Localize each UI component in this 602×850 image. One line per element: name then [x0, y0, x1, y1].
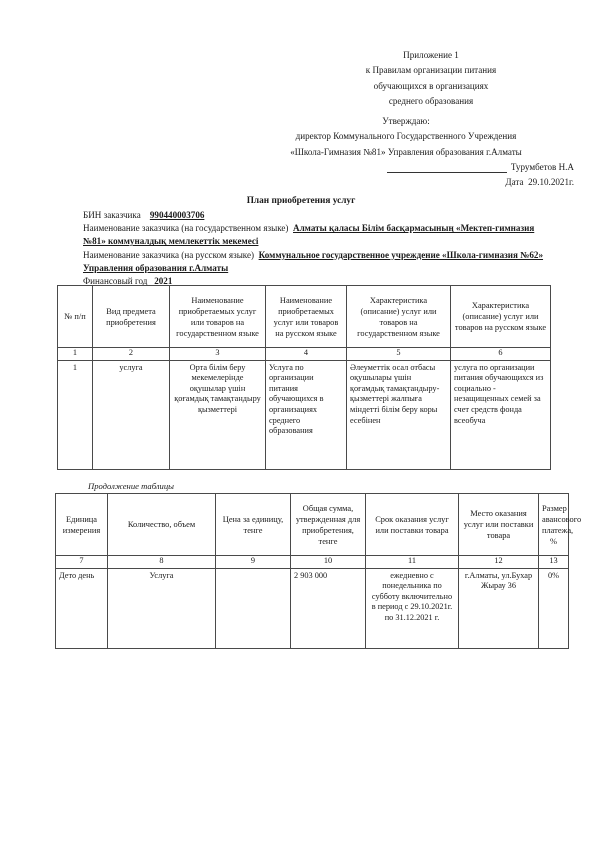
appendix-line-4: среднего образования [388, 96, 474, 107]
table1-col-number-2: 2 [93, 348, 170, 361]
appendix-line-3: обучающихся в организациях [373, 80, 489, 91]
table1-cell-name-ru: Услуга по организации питания обучающихся в организациях среднего образования [266, 360, 347, 469]
fiscal-year-label: Финансовый год [83, 276, 148, 287]
approval-signer-name: Турумбетов Н.А [510, 161, 574, 172]
table2-col-header-10: Общая сумма, утвержденная для приобретения, тенге [291, 494, 366, 556]
approval-date-label: Дата [505, 177, 524, 188]
table-row [58, 360, 551, 469]
name-kz-row [83, 222, 563, 235]
page-title: План приобретения услуг [246, 196, 356, 206]
table2-col-number-10: 10 [291, 556, 366, 569]
name-ru-value-line-2: Управления образования г.Алматы [83, 262, 229, 273]
table-row [56, 568, 569, 648]
table1-cell-row-number: 1 [58, 360, 93, 469]
table1-cell-characteristic-kz: Әлеуметтік осал отбасы оқушылары үшін қоғамдық тамақтандыру- қызметтері жалпыға міндетті білім беру коры есебінен [347, 360, 451, 469]
table1-col-header-1: № п/п [58, 286, 93, 348]
name-ru-value-line-1: Коммунальное государственное учреждение «Школа-гимназия №62» [258, 249, 544, 260]
table2-col-header-12: Место оказания услуг или поставки товара [459, 494, 539, 556]
approval-title: Утверждаю: [382, 116, 430, 126]
name-kz-value-line-2: №81» коммуналдық мемлекеттік мекемесі [83, 236, 259, 247]
approval-date-row [236, 175, 576, 190]
table2-col-number-7: 7 [56, 556, 108, 569]
appendix-line-2: к Правилам организации питания [365, 65, 497, 76]
fiscal-year-value: 2021 [154, 276, 173, 287]
name-ru-row-cont [83, 262, 563, 275]
approval-org-line-2: «Школа-Гимназия №81» Управления образования г.Алматы [290, 146, 522, 157]
name-ru-label: Наименование заказчика (на русском языке) [83, 249, 255, 260]
name-ru-row [83, 249, 563, 262]
signature-line [387, 163, 507, 173]
table1-col-header-5: Характеристика (описание) услуг или товаров на государственном языке [347, 286, 451, 348]
table2-col-header-11: Срок оказания услуг или поставки товара [366, 494, 459, 556]
table2-col-number-9: 9 [216, 556, 291, 569]
table2-cell-place: г.Алматы, ул.Бухар Жырау 36 [459, 568, 539, 648]
table2-cell-unit-price [216, 568, 291, 648]
table1-col-number-4: 4 [266, 348, 347, 361]
table2-col-number-13: 13 [539, 556, 569, 569]
table2-header-row [56, 494, 569, 556]
table2-col-number-12: 12 [459, 556, 539, 569]
table1-col-header-6: Характеристика (описание) услуг или товаров на русском языке [451, 286, 551, 348]
appendix-line-1: Приложение 1 [403, 50, 459, 60]
table1-col-number-1: 1 [58, 348, 93, 361]
customer-info-block [83, 209, 563, 288]
table1-header-row [58, 286, 551, 348]
table2-cell-advance-percent: 0% [539, 568, 569, 648]
name-kz-value-line-1: Алматы қаласы Білім басқармасының «Мектеп-гимназия [293, 223, 535, 234]
acquisition-plan-table-part-1 [57, 285, 551, 470]
table1-col-header-3: Наименование приобретаемых услуг или товаров на государственном языке [170, 286, 266, 348]
table2-col-header-13: Размер авансового платежа, % [539, 494, 569, 556]
table1-col-number-6: 6 [451, 348, 551, 361]
bin-row [83, 209, 563, 222]
table2-cell-unit: Дето день [56, 568, 108, 648]
bin-value: 990440003706 [149, 210, 205, 220]
table2-col-header-7: Единица измерения [56, 494, 108, 556]
table1-col-number-5: 5 [347, 348, 451, 361]
bin-label: БИН заказчика [83, 210, 141, 220]
table2-number-row [56, 556, 569, 569]
table2-cell-quantity: Услуга [108, 568, 216, 648]
name-kz-row-cont [83, 235, 563, 248]
appendix-block [286, 48, 576, 110]
table1-col-header-4: Наименование приобретаемых услуг или товаров на русском языке [266, 286, 347, 348]
table2-col-header-9: Цена за единицу, тенге [216, 494, 291, 556]
approval-org-line-1: директор Коммунального Государственного Учреждения [295, 131, 517, 142]
table2-col-number-8: 8 [108, 556, 216, 569]
table1-col-header-2: Вид предмета приобретения [93, 286, 170, 348]
approval-block [236, 114, 576, 190]
table1-number-row [58, 348, 551, 361]
table2-col-number-11: 11 [366, 556, 459, 569]
table2-cell-total-sum: 2 903 000 [291, 568, 366, 648]
table2-col-header-8: Количество, объем [108, 494, 216, 556]
approval-signature-row [236, 160, 576, 175]
table1-cell-characteristic-ru: услуга по организации питания обучающихся из социально - незащищенных семей за счет средств фонда всеобуча [451, 360, 551, 469]
acquisition-plan-table-part-2 [55, 493, 582, 649]
name-kz-label: Наименование заказчика (на государственном языке) [83, 223, 289, 234]
table-continuation-label: Продолжение таблицы [88, 481, 174, 491]
table1-col-number-3: 3 [170, 348, 266, 361]
table2-cell-term: ежедневно с понедельника по субботу включительно в период с 29.10.2021г. по 31.12.2021 г. [366, 568, 459, 648]
approval-date-value: 29.10.2021г. [528, 177, 574, 188]
table1-cell-subject-type: услуга [93, 360, 170, 469]
table1-cell-name-kz: Орта білім беру мекемелерінде оқушылар үшін қоғамдық тамақтандыру қызметтері [170, 360, 266, 469]
